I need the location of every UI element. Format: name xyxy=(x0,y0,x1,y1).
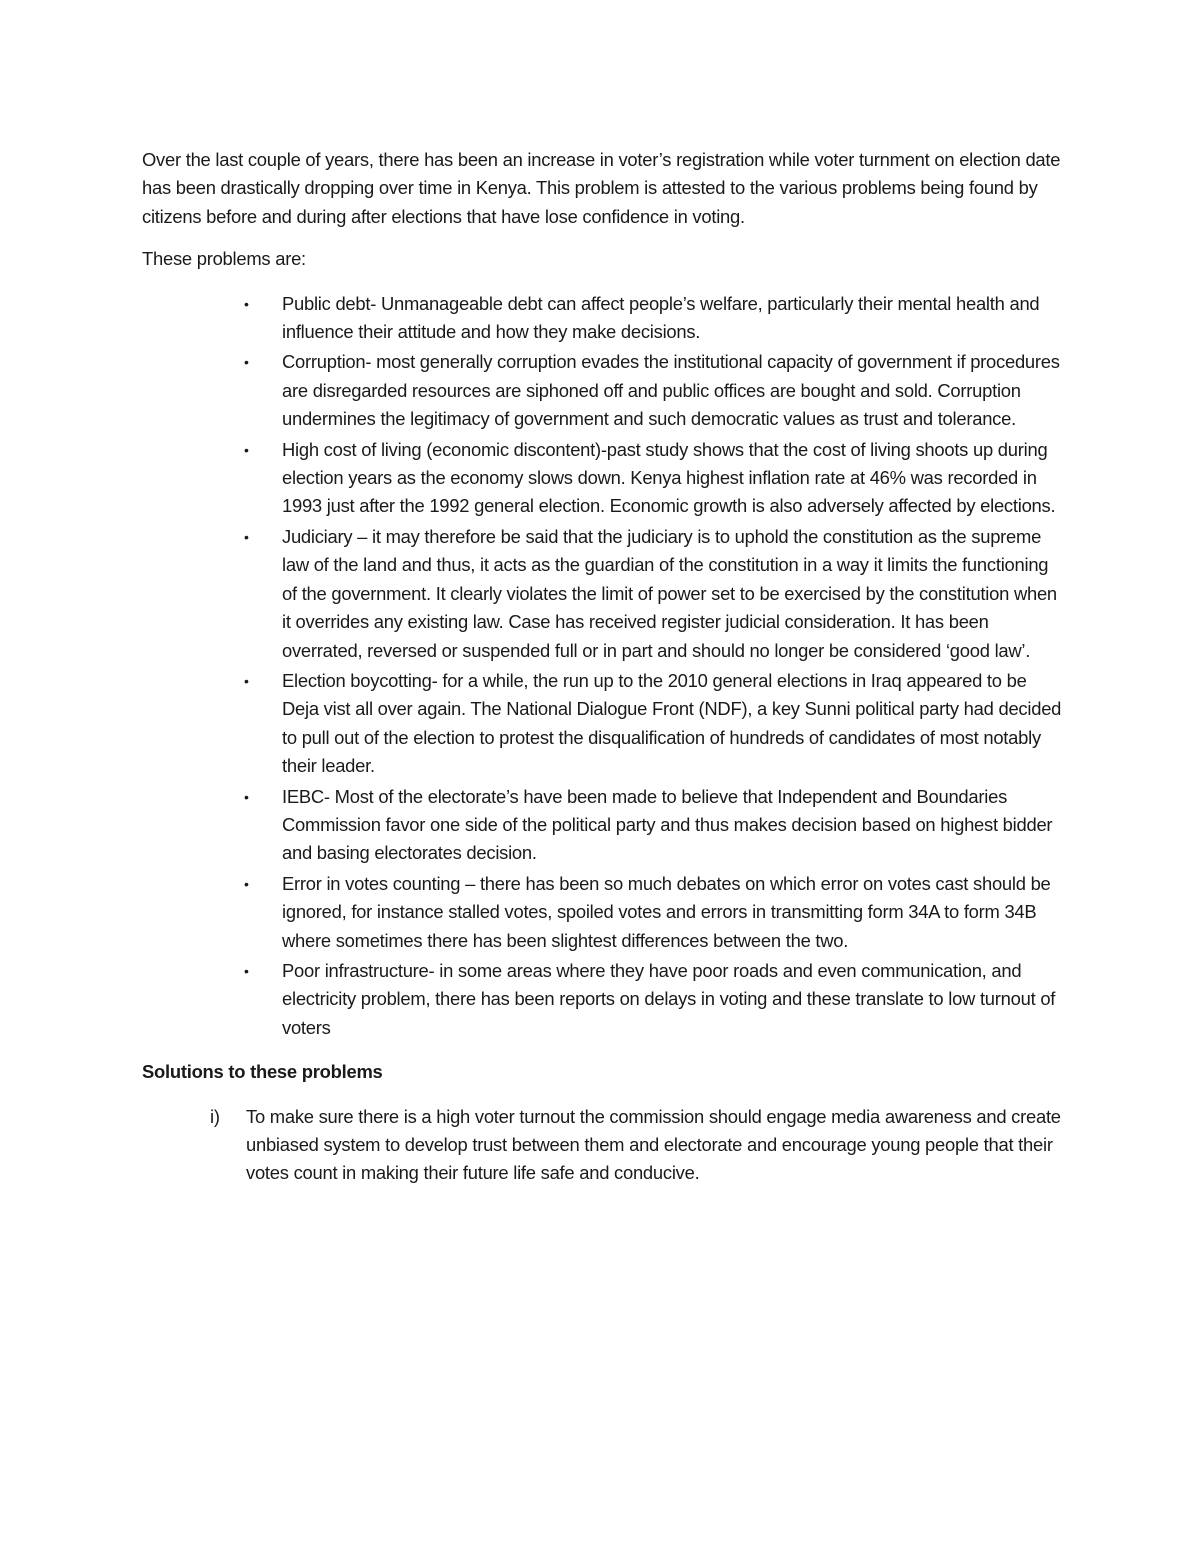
list-item xyxy=(142,1103,1062,1188)
bullet-icon: • xyxy=(244,528,249,545)
problem-text: IEBC- Most of the electorate’s have been made to believe that Independent and Boundaries Commission favor one side of the political party and thus makes decision based on highest bidder and basing electorates decision. xyxy=(282,785,1053,864)
list-item xyxy=(142,523,1062,665)
bullet-icon: • xyxy=(244,441,249,458)
problem-text: Judiciary – it may therefore be said that the judiciary is to uphold the constitution as the supreme law of the land and thus, it acts as the guardian of the constitution in a way it limits the functioning of the government. It clearly violates the limit of power set to be exercised by the constitution when it overrides any existing law. Case has received register judicial consideration. It has been overrated, reversed or suspended full or in part and should no longer be considered ‘good law’. xyxy=(282,525,1057,661)
bullet-icon: • xyxy=(244,295,249,312)
list-item xyxy=(142,870,1062,955)
intro-paragraph: Over the last couple of years, there has been an increase in voter’s registration while voter turnment on election date has been drastically dropping over time in Kenya. This problem is attested to the various problems being found by citizens before and during after elections that have lose confidence in voting. xyxy=(142,149,1061,227)
solutions-heading: Solutions to these problems xyxy=(142,1061,383,1083)
solution-text: To make sure there is a high voter turnout the commission should engage media awareness and create unbiased system to develop trust between them and electorate and encourage young people that their votes count in making their future life safe and conducive. xyxy=(246,1105,1061,1184)
list-item xyxy=(142,348,1062,433)
document-page xyxy=(142,146,1062,1188)
problem-text: High cost of living (economic discontent)-past study shows that the cost of living shoots up during election years as the economy slows down. Kenya highest inflation rate at 46% was recorded in 1993 just after the 1992 general election. Economic growth is also adversely affected by elections. xyxy=(282,438,1056,517)
list-marker: i) xyxy=(210,1105,220,1127)
problem-text: Public debt- Unmanageable debt can affect people’s welfare, particularly their mental health and influence their attitude and how they make decisions. xyxy=(282,292,1040,343)
bullet-icon: • xyxy=(244,672,249,689)
bullet-icon: • xyxy=(244,875,249,892)
problem-text: Corruption- most generally corruption evades the institutional capacity of government if procedures are disregarded resources are siphoned off and public offices are bought and sold. Corruption undermines the legitimacy of government and such democratic values as trust and tolerance. xyxy=(282,351,1060,430)
bullet-icon: • xyxy=(244,354,249,371)
problem-text: Error in votes counting – there has been so much debates on which error on votes cast should be ignored, for instance stalled votes, spoiled votes and errors in transmitting form 34A to form 34B where sometimes there has been slightest differences between the two. xyxy=(282,872,1051,951)
problems-label: These problems are: xyxy=(142,248,306,270)
solutions-list xyxy=(142,1103,1062,1188)
problem-text: Election boycotting- for a while, the run up to the 2010 general elections in Iraq appeared to be Deja vist all over again. The National Dialogue Front (NDF), a key Sunni political party had decided to pull out of the election to protest the disqualification of hundreds of candidates of most notably their leader. xyxy=(282,669,1062,777)
problems-list xyxy=(142,290,1062,1043)
bullet-icon: • xyxy=(244,962,249,979)
bullet-icon: • xyxy=(244,788,249,805)
problem-text: Poor infrastructure- in some areas where they have poor roads and even communication, and electricity problem, there has been reports on delays in voting and these translate to low turnout of voters xyxy=(282,959,1056,1038)
list-item xyxy=(142,667,1062,781)
list-item xyxy=(142,957,1062,1042)
list-item xyxy=(142,436,1062,521)
list-item xyxy=(142,290,1062,347)
list-item xyxy=(142,783,1062,868)
